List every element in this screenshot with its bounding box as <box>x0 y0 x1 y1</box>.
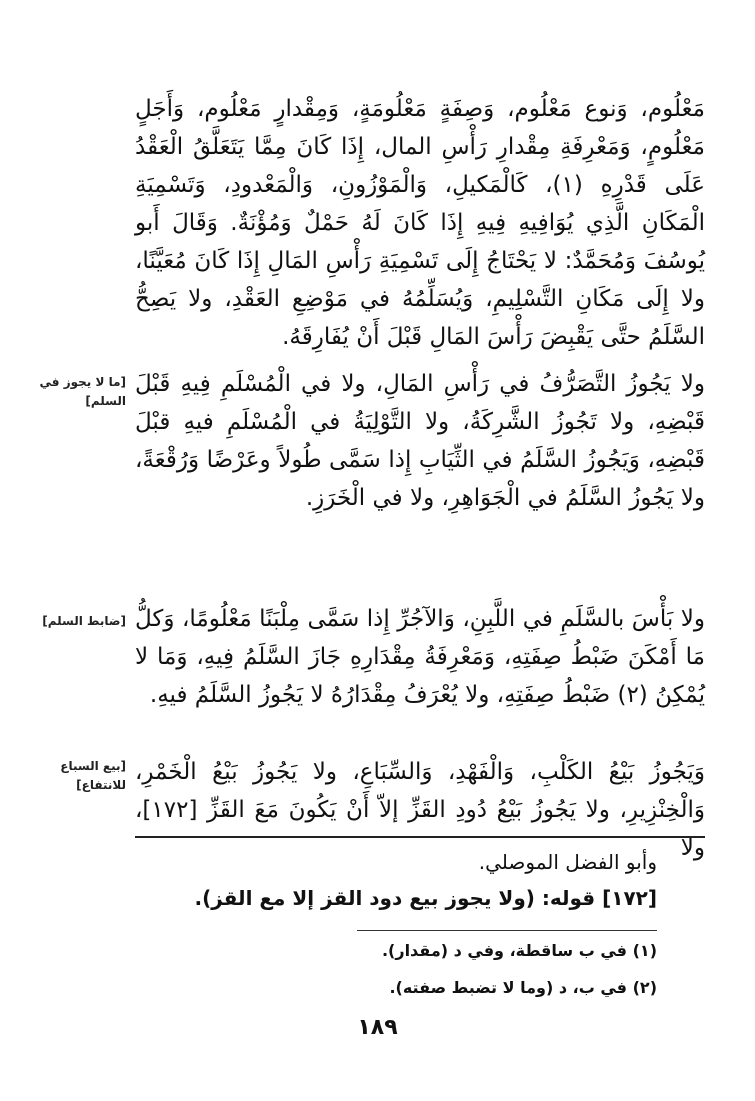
margin-note-salam-rule: [ضابط السلم] <box>42 614 126 628</box>
paragraph-text: وَيَجُوزُ بَيْعُ الكَلْبِ، وَالْفَهْدِ، وَالسِّبَاعِ، ولا يَجُوزُ بَيْعُ الْخَمْرِ، وَالْخِنْزِيرِ، ولا يَجُوزُ بَيْعُ دُودِ القَزِّ إلاّ أَنْ يَكُونَ مَعَ القَزِّ [١٧٢]، ولا <box>135 759 705 861</box>
footnote-separator <box>135 836 705 838</box>
main-text-paragraph-3 <box>135 600 705 714</box>
paragraph-text: ولا يَجُوزُ التَّصَرُّفُ في رَأْسِ المَالِ، ولا في الْمُسْلَمِ فِيهِ قَبْلَ قَبْضِهِ، ولا تَجُوزُ الشَّرِكَةُ، ولا التَّوْلِيَةُ في الْمُسْلَمِ فيهِ قبْلَ قَبْضِهِ، وَيَجُوزُ السَّلَمُ في الثِّيَابِ إِذا سَمَّى طُولاً وعَرْضًا وَرُقْعَةً، ولا يَجُوزُ السَّلَمُ في الْجَوَاهِرِ، ولا في الْخَرَزِ. <box>135 371 705 511</box>
main-text-paragraph-1 <box>135 90 705 356</box>
footnote-2: (٢) في ب، د (وما لا تضبط صفته). <box>389 978 657 997</box>
page-number: ١٨٩ <box>357 1015 398 1040</box>
margin-note-what-not-allowed-in-salam: [ما لا يجوز في السلم] <box>39 375 126 408</box>
paragraph-text: ولا بَأْسَ بالسَّلَمِ في اللَّبِنِ، وَالآجُرِّ إِذا سَمَّى مِلْبَنًا مَعْلُومًا، وَكلُّ مَا أَمْكَنَ ضَبْطُ صِفَتِهِ، وَمَعْرِفَةُ مِقْدَارِهِ جَازَ السَّلَمُ فِيهِ، وَمَا لا يُمْكِنُ (٢) ضَبْطُ صِفَتِهِ، ولا يُعْرَفُ مِقْدَارُهُ لا يَجُوزُ السَّلَمُ فيهِ. <box>135 606 705 708</box>
paragraph-text: مَعْلُوم، وَنوع مَعْلُوم، وَصِفَةٍ مَعْلُومَةٍ، وَمِقْدارٍ مَعْلُوم، وَأَجَلٍ مَعْلُومٍ، وَمَعْرِفَةِ مِقْدارِ رَأْسِ المال، إِذَا كَانَ مِمَّا يَتَعَلَّقُ الْعَقْدُ عَلَى قَدْرِهِ (١)، كَالْمَكيلِ، وَالْمَوْزُونِ، وَالْمَعْدودِ، وَتَسْمِيَةِ الْمَكَانِ الَّذِي يُوَافِيهِ فِيهِ إِذَا كَانَ لَهُ حَمْلٌ وَمُؤْنَةٌ. وَقَالَ أَبو يُوسُفَ وَمُحَمَّدٌ: لا يَحْتَاجُ إِلَى تَسْمِيَةِ رَأْسِ المَالِ إِذَا كَانَ مُعَيَّنًا، ولا إِلَى مَكَانِ التَّسْلِيمِ، وَيُسَلِّمُهُ في مَوْضِعِ العَقْدِ، ولا يَصِحُّ السَّلَمُ حتَّى يَقْبِضَ رَأْسَ المَالِ قَبْلَ أَنْ يُفَارِقَهُ. <box>135 96 706 350</box>
main-text-paragraph-2 <box>135 365 705 517</box>
footnote-1: (١) في ب ساقطة، وفي د (مقدار). <box>381 941 657 960</box>
footnote-divider <box>357 930 657 931</box>
margin-note-sale-of-predators: [بيع السباع للانتفاع] <box>60 759 126 792</box>
footnote-continuation: وأبو الفضل الموصلي. <box>478 850 657 874</box>
commentary-note: [١٧٢] قوله: (ولا يجوز بيع دود القز إلا مع القز). <box>194 886 657 910</box>
